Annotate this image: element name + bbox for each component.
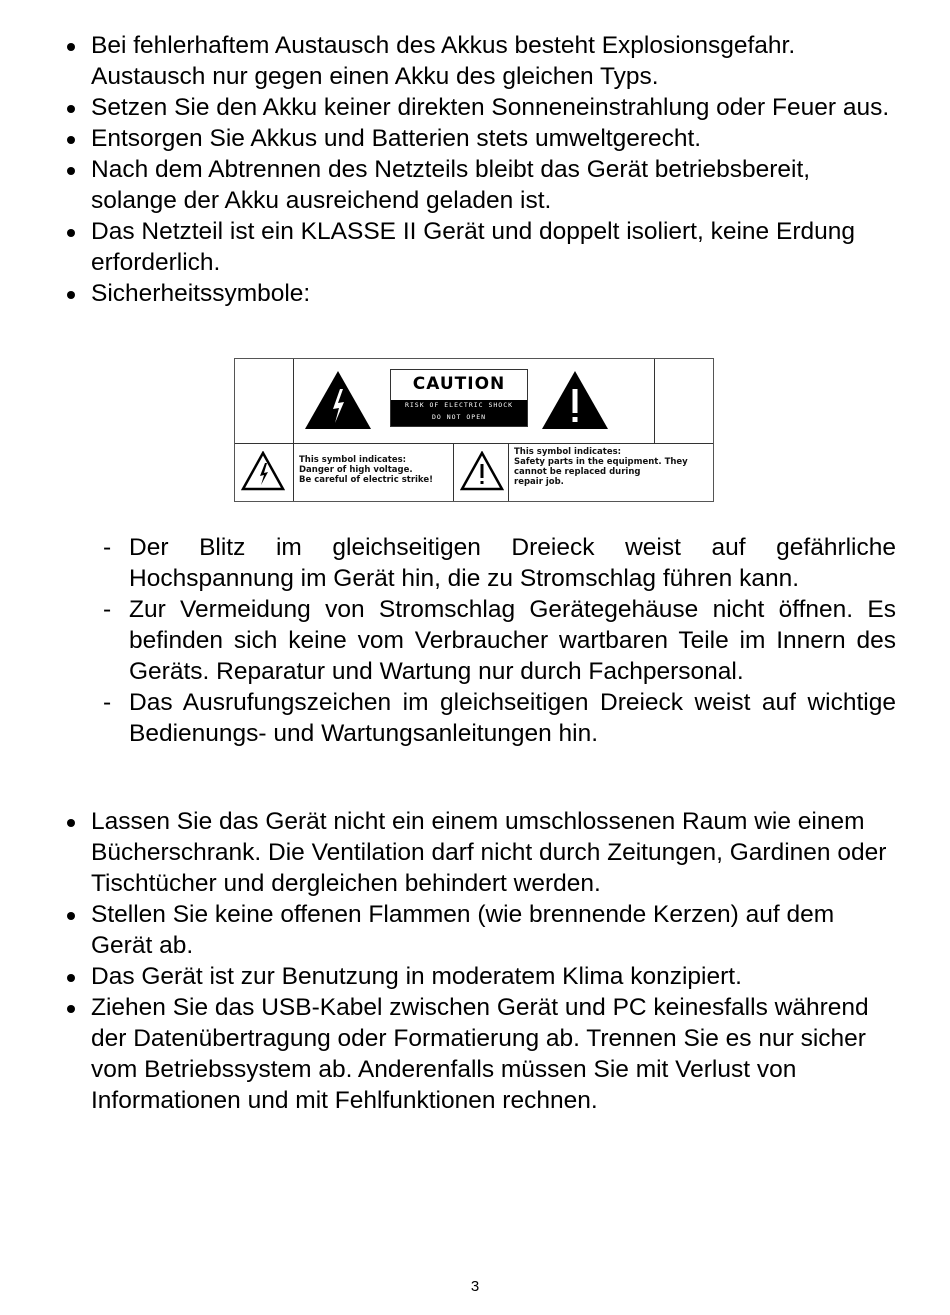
symbol-explanation-list — [0, 532, 950, 749]
divider — [235, 443, 713, 444]
caution-box — [390, 369, 528, 427]
caution-label-figure — [234, 358, 714, 502]
page-number: 3 — [470, 1278, 480, 1295]
exclamation-warning-icon — [540, 369, 610, 431]
bullet-item: Stellen Sie keine offenen Flammen (wie brennende Kerzen) auf dem Gerät ab. — [0, 899, 950, 961]
dash-item: - Das Ausrufungszeichen im gleichseitigen Dreieck weist auf wichtige Bedienungs- und Wartungsanleitungen hin. — [0, 687, 950, 749]
bullet-item: Nach dem Abtrennen des Netzteils bleibt das Gerät betriebsbereit, solange der Akku ausreichend geladen ist. — [0, 154, 950, 216]
bullet-item: Das Netzteil ist ein KLASSE II Gerät und doppelt isoliert, keine Erdung erforderlich. — [0, 216, 950, 278]
voltage-symbol-description: This symbol indicates: Danger of high voltage. Be careful of electric strike! — [299, 455, 433, 485]
caution-subtitle — [391, 400, 527, 426]
bullet-item: Ziehen Sie das USB-Kabel zwischen Gerät und PC keinesfalls während der Datenübertragung oder Formatierung ab. Trennen Sie es nur sicher vom Betriebssystem ab. Anderenfalls müssen Sie mit Verlust von Informationen und mit Fehlfunktionen rechnen. — [0, 992, 950, 1116]
bullet-item: Sicherheitssymbole: — [0, 278, 950, 309]
high-voltage-small-icon — [241, 451, 285, 491]
divider — [508, 443, 509, 501]
bullet-item: Lassen Sie das Gerät nicht ein einem umschlossenen Raum wie einem Bücherschrank. Die Ventilation darf nicht durch Zeitungen, Gardinen oder Tischtücher und dergleichen behindert werden. — [0, 806, 950, 899]
dash-item: - Zur Vermeidung von Stromschlag Gerätegehäuse nicht öffnen. Es befinden sich keine vom Verbraucher wartbaren Teile im Innern des Geräts. Reparatur und Wartung nur durch Fachpersonal. — [0, 594, 950, 687]
bullet-item: Setzen Sie den Akku keiner direkten Sonneneinstrahlung oder Feuer aus. — [0, 92, 950, 123]
bullet-item: Entsorgen Sie Akkus und Batterien stets umweltgerecht. — [0, 123, 950, 154]
safety-bullet-list-bottom — [0, 806, 950, 1116]
divider — [293, 443, 294, 501]
caution-line-2: DO NOT OPEN — [431, 413, 487, 421]
divider — [453, 443, 454, 501]
safety-symbol-description: This symbol indicates: Safety parts in the equipment. They cannot be replaced during repair job. — [514, 447, 688, 487]
high-voltage-warning-icon — [303, 369, 373, 431]
exclamation-small-icon — [460, 451, 504, 491]
bullet-item: Bei fehlerhaftem Austausch des Akkus besteht Explosionsgefahr. Austausch nur gegen einen Akku des gleichen Typs. — [0, 30, 950, 92]
caution-title: CAUTION — [391, 370, 527, 398]
safety-bullet-list-top — [0, 30, 950, 309]
dash-item: - Der Blitz im gleichseitigen Dreieck weist auf gefährliche Hochspannung im Gerät hin, die zu Stromschlag führen kann. — [0, 532, 950, 594]
caution-line-1: RISK OF ELECTRIC SHOCK — [404, 401, 514, 409]
bullet-item: Das Gerät ist zur Benutzung in moderatem Klima konzipiert. — [0, 961, 950, 992]
